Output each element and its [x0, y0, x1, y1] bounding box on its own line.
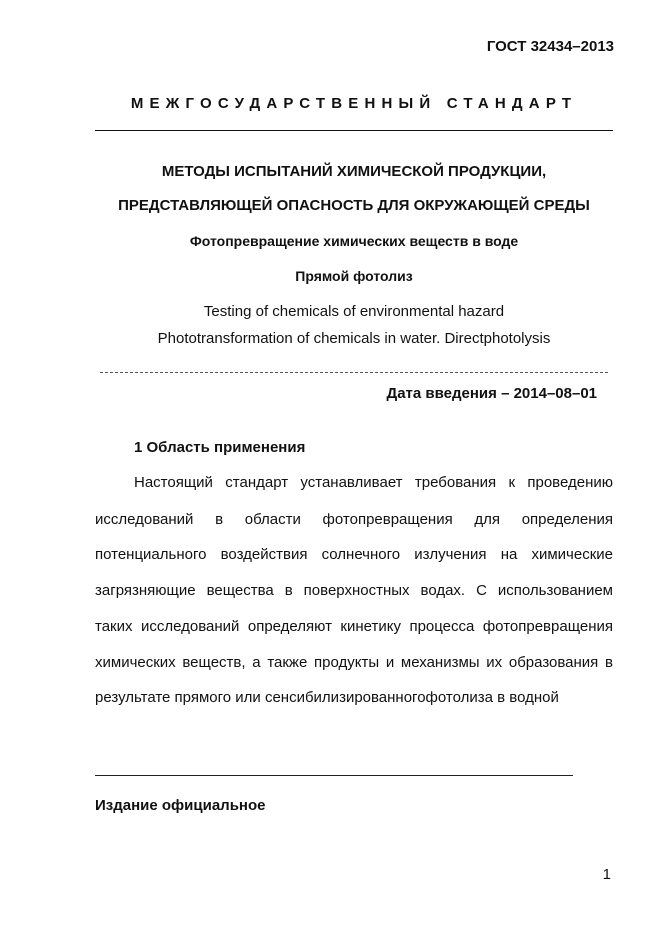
footer-rule: [95, 775, 573, 776]
paragraph-line: исследований в области фотопревращения для определения: [95, 511, 613, 528]
section-title: 1 Область применения: [134, 439, 306, 456]
paragraph-line: потенциального воздействия солнечного излучения на химические: [95, 546, 613, 563]
title-rule: [95, 130, 613, 131]
paragraph-line: Настоящий стандарт устанавливает требования к проведению: [134, 474, 613, 491]
dotted-separator: [100, 372, 608, 373]
introduction-date: Дата введения – 2014–08–01: [386, 385, 597, 402]
document-title-line1: МЕТОДЫ ИСПЫТАНИЙ ХИМИЧЕСКОЙ ПРОДУКЦИИ,: [161, 163, 547, 180]
document-subtitle2: Прямой фотолиз: [295, 268, 413, 284]
english-title-line2: Phototransformation of chemicals in water. Directphotolysis: [157, 330, 551, 347]
standard-number: ГОСТ 32434–2013: [486, 38, 614, 55]
document-subtitle1: Фотопревращение химических веществ в воде: [189, 233, 519, 249]
paragraph-line: химических веществ, а также продукты и механизмы их образования в: [95, 654, 613, 671]
paragraph-line: таких исследований определяют кинетику процесса фотопревращения: [95, 618, 613, 635]
official-edition-label: Издание официальное: [95, 797, 266, 814]
document-title-line2: ПРЕДСТАВЛЯЮЩЕЙ ОПАСНОСТЬ ДЛЯ ОКРУЖАЮЩЕЙ СРЕДЫ: [118, 197, 590, 214]
paragraph-line: загрязняющие вещества в поверхностных водах. С использованием: [95, 582, 613, 599]
interstate-standard-heading: МЕЖГОСУДАРСТВЕННЫЙ СТАНДАРТ: [130, 95, 578, 112]
page-number: 1: [602, 866, 611, 883]
english-title-line1: Testing of chemicals of environmental hazard: [203, 303, 505, 320]
paragraph-line: результате прямого или сенсибилизированногофотолиза в водной: [95, 689, 559, 706]
